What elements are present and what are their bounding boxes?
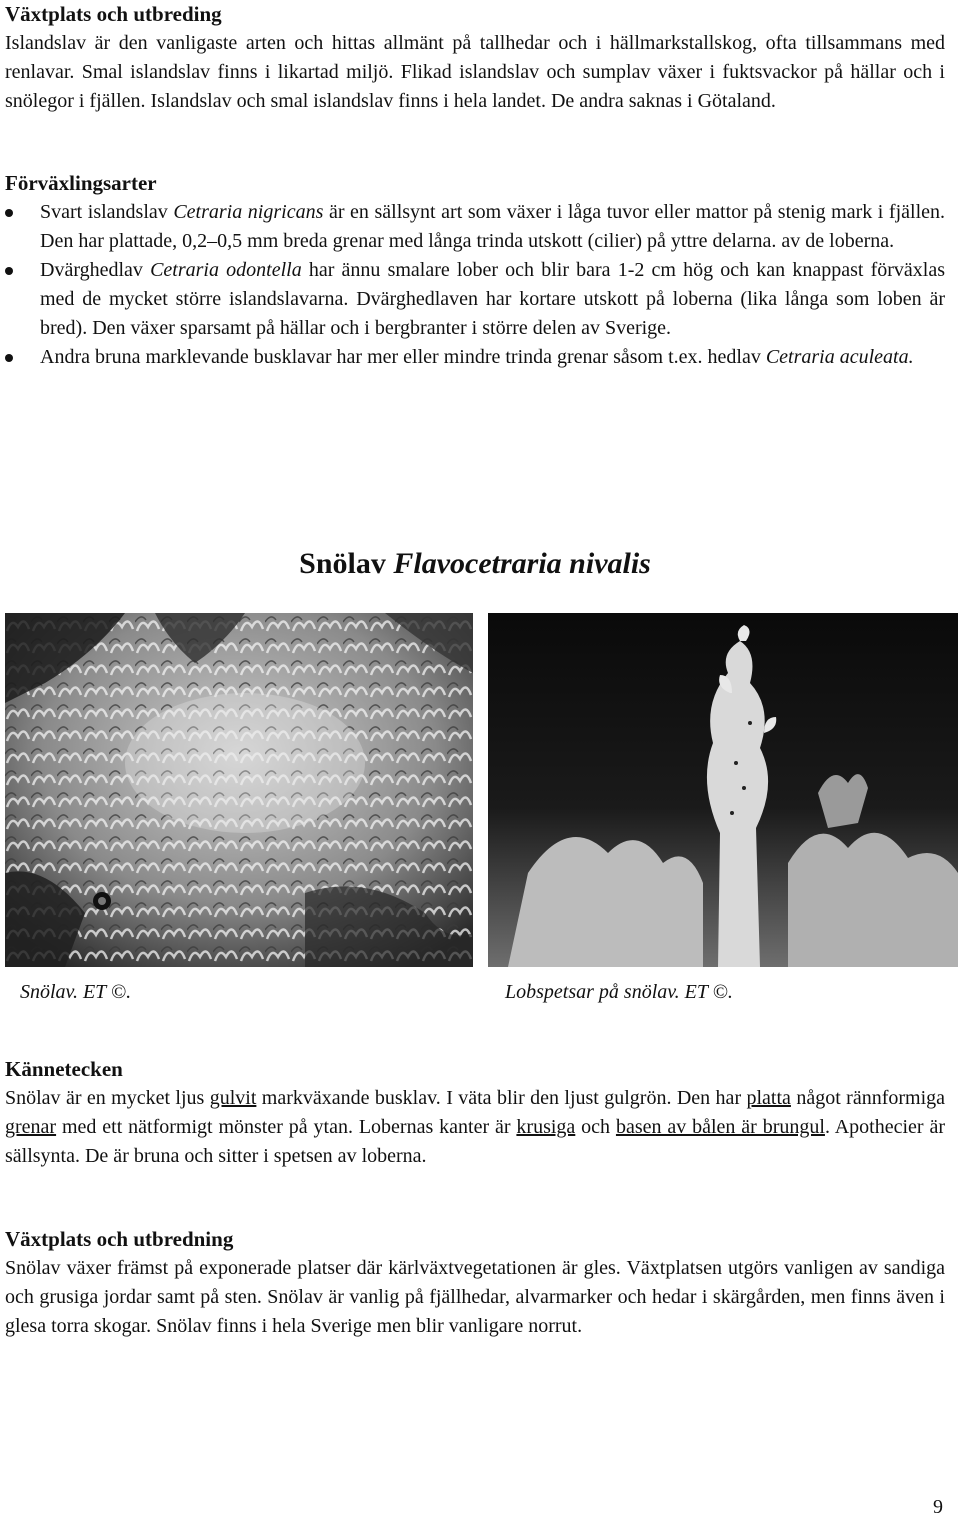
underlined-term: grenar	[5, 1116, 57, 1138]
section-heading-vaxtplats-utbredning: Växtplats och utbredning	[5, 1227, 234, 1251]
bullet-text: Andra bruna marklevande busklavar har mer eller mindre trinda grenar såsom t.ex. hedlav	[40, 346, 766, 368]
figure-caption-right: Lobspetsar på snölav. ET ©.	[505, 981, 733, 1003]
paragraph-text: något rännformiga	[790, 1087, 946, 1109]
species-latin-name: Flavocetraria nivalis	[393, 547, 651, 580]
bullet-list-forvaxlingsarter	[0, 198, 945, 372]
underlined-term: krusiga	[516, 1116, 576, 1138]
latin-name: Cetraria odontella	[150, 259, 302, 281]
bullet-text: Svart islandslav	[40, 201, 174, 223]
page-number: 9	[933, 1496, 943, 1518]
figure-caption-left: Snölav. ET ©.	[20, 981, 132, 1003]
paragraph-vaxtplats-utbreding: Islandslav är den vanligaste arten och hittas allmänt på tallhedar och i hällmarkstallskog, ofta tillsammans med renlavar. Smal islandslav finns i likartad miljö. Flikad islandslav och sumplav växer i fuktsvackor på hällar och i snölegor i fjällen. Islandslav och smal islandslav finns i hela landet. De andra saknas i Götaland.	[5, 32, 945, 112]
paragraph-kannetecken	[5, 1084, 945, 1171]
paragraph-text: och	[575, 1116, 616, 1138]
bullet-text: Dvärghedlav	[40, 259, 151, 281]
paragraph-text: med ett nätformigt mönster på ytan. Lobernas kanter är	[56, 1116, 517, 1138]
paragraph-vaxtplats-utbredning: Snölav växer främst på exponerade platser där kärlväxtvegetationen är gles. Växtplatsen utgörs vanligen av sandiga och grusiga jordar samt på sten. Snölav är vanlig på fjällhedar, alvarmarker och hedar i skärgården, men finns även i glesa torra skogar. Snölav finns i hela Sverige men blir vanligare norrut.	[5, 1257, 945, 1337]
bullet-icon	[5, 209, 13, 217]
bullet-text: har ännu smalare lober och blir bara 1-2 cm hög och kan knappast förväxlas med de mycket större islandslavarna. Dvärghedlaven har kortare utskott på loberna (lika långa som loben är bred). Den växer sparsamt på hällar och i bergbranter i större delen av Sverige.	[40, 259, 945, 339]
underlined-term: gulvit	[209, 1087, 257, 1109]
section-heading-kannetecken: Kännetecken	[5, 1057, 123, 1081]
species-common-name: Snölav	[299, 547, 386, 580]
underlined-term: platta	[746, 1087, 791, 1109]
latin-name: Cetraria aculeata.	[765, 346, 914, 368]
bullet-item-andra-bruna	[0, 343, 945, 372]
species-title	[0, 544, 950, 584]
section-heading-forvaxlingsarter: Förväxlingsarter	[5, 171, 157, 195]
bullet-icon	[5, 354, 13, 362]
underlined-term: basen av bålen är brungul	[615, 1116, 825, 1138]
paragraph-text: . Apothecier är sällsynta. De är bruna och sitter i spetsen av loberna.	[5, 1116, 945, 1167]
bullet-text: är en sällsynt art som växer i låga tuvor eller mattor på stenig mark i fjällen. Den har plattade, 0,2–0,5 mm breda grenar med långa trinda utskott (cilier) på yttre delarna. av de loberna.	[40, 201, 946, 252]
latin-name: Cetraria nigricans	[173, 201, 324, 223]
lichen-photo-right	[488, 613, 958, 967]
bullet-item-dvarghedlav	[0, 256, 945, 343]
lichen-photo-left	[5, 613, 473, 967]
section-heading-vaxtplats-utbreding: Växtplats och utbreding	[5, 2, 222, 26]
paragraph-text: Snölav är en mycket ljus	[5, 1087, 210, 1109]
paragraph-text: markväxande busklav. I väta blir den ljust gulgrön. Den har	[256, 1087, 747, 1109]
bullet-item-svart-islandslav	[0, 198, 945, 256]
bullet-icon	[5, 267, 13, 275]
